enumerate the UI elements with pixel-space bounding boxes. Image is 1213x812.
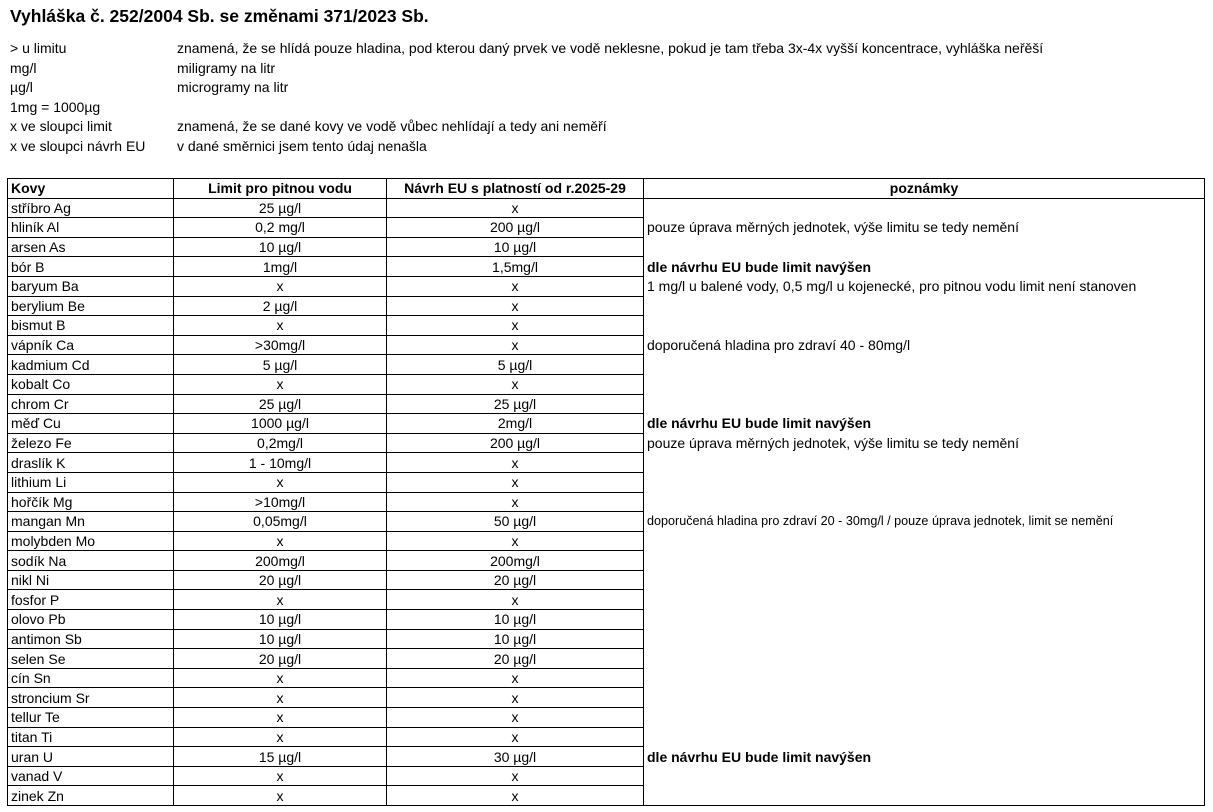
note-cell: doporučená hladina pro zdraví 20 - 30mg/l / pouze úprava jednotek, limit se nemění	[644, 512, 1205, 532]
eu-proposal-cell: x	[387, 688, 644, 708]
eu-proposal-cell: x	[387, 296, 644, 316]
eu-proposal-cell: 30 µg/l	[387, 747, 644, 767]
table-row	[8, 296, 1205, 316]
note-cell	[644, 316, 1205, 336]
limit-cell: 25 µg/l	[174, 394, 387, 414]
note-cell	[644, 649, 1205, 669]
eu-proposal-cell: x	[387, 453, 644, 473]
metal-cell: bismut B	[8, 316, 174, 336]
limit-cell: 0,05mg/l	[174, 512, 387, 532]
legend-term: 1mg = 1000µg	[10, 98, 101, 115]
limit-cell: x	[174, 727, 387, 747]
limit-cell: 20 µg/l	[174, 649, 387, 669]
metal-cell: chrom Cr	[8, 394, 174, 414]
table-row	[8, 688, 1205, 708]
eu-proposal-cell: 2mg/l	[387, 414, 644, 434]
note-cell	[644, 708, 1205, 728]
table-row	[8, 629, 1205, 649]
table-row	[8, 570, 1205, 590]
table-row	[8, 453, 1205, 473]
limit-cell: 0,2 mg/l	[174, 218, 387, 238]
eu-proposal-cell: x	[387, 590, 644, 610]
eu-proposal-cell: x	[387, 472, 644, 492]
eu-proposal-cell: 10 µg/l	[387, 610, 644, 630]
table-row	[8, 394, 1205, 414]
limit-cell: 1mg/l	[174, 257, 387, 277]
metal-cell: kobalt Co	[8, 374, 174, 394]
note-cell: dle návrhu EU bude limit navýšen	[644, 747, 1205, 767]
metal-cell: titan Ti	[8, 727, 174, 747]
limit-cell: x	[174, 708, 387, 728]
metal-cell: antimon Sb	[8, 629, 174, 649]
limit-cell: 10 µg/l	[174, 237, 387, 257]
limit-cell: >10mg/l	[174, 492, 387, 512]
limit-cell: 10 µg/l	[174, 629, 387, 649]
limit-cell: x	[174, 786, 387, 806]
legend-definition: v dané směrnici jsem tento údaj nenašla	[177, 137, 427, 154]
metal-cell: berylium Be	[8, 296, 174, 316]
table-row	[8, 590, 1205, 610]
metal-cell: hořčík Mg	[8, 492, 174, 512]
note-cell	[644, 590, 1205, 610]
table-row	[8, 668, 1205, 688]
note-cell	[644, 786, 1205, 806]
eu-proposal-cell: x	[387, 335, 644, 355]
eu-proposal-cell: x	[387, 766, 644, 786]
metal-cell: stříbro Ag	[8, 198, 174, 218]
metal-cell: vanad V	[8, 766, 174, 786]
eu-proposal-cell: 20 µg/l	[387, 570, 644, 590]
limit-cell: x	[174, 374, 387, 394]
eu-proposal-cell: 25 µg/l	[387, 394, 644, 414]
metal-cell: baryum Ba	[8, 276, 174, 296]
page-title: Vyhláška č. 252/2004 Sb. se změnami 371/2023 Sb.	[10, 6, 429, 26]
limit-cell: 15 µg/l	[174, 747, 387, 767]
table-row	[8, 257, 1205, 277]
table-row	[8, 276, 1205, 296]
limit-cell: x	[174, 472, 387, 492]
limit-cell: 1 - 10mg/l	[174, 453, 387, 473]
legend-term: µg/l	[10, 79, 33, 96]
note-cell	[644, 766, 1205, 786]
metal-cell: lithium Li	[8, 472, 174, 492]
metal-cell: arsen As	[8, 237, 174, 257]
note-cell	[644, 237, 1205, 257]
limit-cell: x	[174, 766, 387, 786]
eu-proposal-cell: 10 µg/l	[387, 237, 644, 257]
metal-cell: bór B	[8, 257, 174, 277]
note-cell	[644, 492, 1205, 512]
legend-definition: microgramy na litr	[177, 79, 289, 96]
metal-cell: hliník Al	[8, 218, 174, 238]
eu-proposal-cell: 5 µg/l	[387, 355, 644, 375]
legend-term: x ve sloupci limit	[10, 118, 112, 135]
metal-cell: olovo Pb	[8, 610, 174, 630]
note-cell	[644, 629, 1205, 649]
table-row	[8, 708, 1205, 728]
eu-proposal-cell: x	[387, 276, 644, 296]
limit-cell: x	[174, 668, 387, 688]
table-row	[8, 316, 1205, 336]
table-row	[8, 472, 1205, 492]
note-cell: dle návrhu EU bude limit navýšen	[644, 414, 1205, 434]
note-cell	[644, 551, 1205, 571]
table-row	[8, 786, 1205, 806]
table-row	[8, 414, 1205, 434]
limit-cell: 200mg/l	[174, 551, 387, 571]
note-cell	[644, 453, 1205, 473]
metal-cell: fosfor P	[8, 590, 174, 610]
table-row	[8, 551, 1205, 571]
eu-proposal-cell: 50 µg/l	[387, 512, 644, 532]
legend-definition: znamená, že se hlídá pouze hladina, pod kterou daný prvek ve vodě neklesne, pokud je tam třeba 3x-4x vyšší koncentrace, vyhláška neřěší	[177, 40, 1044, 56]
header-eu-proposal: Návrh EU s platností od r.2025-29	[387, 179, 644, 199]
legend-term: mg/l	[10, 59, 37, 76]
note-cell: pouze úprava měrných jednotek, výše limitu se tedy nemění	[644, 218, 1205, 238]
eu-proposal-cell: x	[387, 727, 644, 747]
limit-cell: x	[174, 531, 387, 551]
metal-cell: měď Cu	[8, 414, 174, 434]
metal-cell: kadmium Cd	[8, 355, 174, 375]
eu-proposal-cell: x	[387, 374, 644, 394]
metal-cell: zinek Zn	[8, 786, 174, 806]
limit-cell: 1000 µg/l	[174, 414, 387, 434]
eu-proposal-cell: x	[387, 492, 644, 512]
eu-proposal-cell: x	[387, 198, 644, 218]
note-cell	[644, 688, 1205, 708]
limit-cell: 25 µg/l	[174, 198, 387, 218]
note-cell	[644, 570, 1205, 590]
metal-cell: uran U	[8, 747, 174, 767]
note-cell	[644, 727, 1205, 747]
metal-cell: selen Se	[8, 649, 174, 669]
table-row	[8, 610, 1205, 630]
limit-cell: x	[174, 688, 387, 708]
eu-proposal-cell: x	[387, 708, 644, 728]
note-cell	[644, 472, 1205, 492]
metal-cell: mangan Mn	[8, 512, 174, 532]
header-limit: Limit pro pitnou vodu	[174, 179, 387, 199]
metal-cell: tellur Te	[8, 708, 174, 728]
table-row	[8, 649, 1205, 669]
metal-cell: železo Fe	[8, 433, 174, 453]
header-metals: Kovy	[8, 179, 174, 199]
limit-cell: 5 µg/l	[174, 355, 387, 375]
limit-cell: x	[174, 316, 387, 336]
eu-proposal-cell: x	[387, 316, 644, 336]
eu-proposal-cell: 10 µg/l	[387, 629, 644, 649]
note-cell: 1 mg/l u balené vody, 0,5 mg/l u kojenecké, pro pitnou vodu limit není stanoven	[644, 276, 1205, 296]
table-header-row	[8, 179, 1205, 199]
legend-term: x ve sloupci návrh EU	[10, 137, 146, 154]
note-cell	[644, 296, 1205, 316]
metal-cell: vápník Ca	[8, 335, 174, 355]
metal-cell: stroncium Sr	[8, 688, 174, 708]
table-body	[8, 198, 1205, 805]
metal-cell: nikl Ni	[8, 570, 174, 590]
table-row	[8, 335, 1205, 355]
table-row	[8, 727, 1205, 747]
limit-cell: 20 µg/l	[174, 570, 387, 590]
limit-cell: x	[174, 276, 387, 296]
table-row	[8, 747, 1205, 767]
note-cell	[644, 374, 1205, 394]
metal-cell: draslík K	[8, 453, 174, 473]
eu-proposal-cell: 200 µg/l	[387, 218, 644, 238]
eu-proposal-cell: 200 µg/l	[387, 433, 644, 453]
table-row	[8, 492, 1205, 512]
note-cell: doporučená hladina pro zdraví 40 - 80mg/l	[644, 335, 1205, 355]
note-cell: dle návrhu EU bude limit navýšen	[644, 257, 1205, 277]
limit-cell: x	[174, 590, 387, 610]
note-cell	[644, 610, 1205, 630]
eu-proposal-cell: 20 µg/l	[387, 649, 644, 669]
table-row	[8, 237, 1205, 257]
metal-cell: cín Sn	[8, 668, 174, 688]
limit-cell: >30mg/l	[174, 335, 387, 355]
table-row	[8, 433, 1205, 453]
metal-cell: sodík Na	[8, 551, 174, 571]
limit-cell: 2 µg/l	[174, 296, 387, 316]
table-row	[8, 374, 1205, 394]
note-cell	[644, 198, 1205, 218]
table-row	[8, 531, 1205, 551]
note-cell	[644, 531, 1205, 551]
header-notes: poznámky	[644, 179, 1205, 199]
eu-proposal-cell: 200mg/l	[387, 551, 644, 571]
table-row	[8, 198, 1205, 218]
eu-proposal-cell: x	[387, 668, 644, 688]
legend-term: > u limitu	[10, 40, 67, 56]
metals-table	[7, 178, 1205, 806]
note-cell	[644, 394, 1205, 414]
note-cell	[644, 668, 1205, 688]
eu-proposal-cell: x	[387, 531, 644, 551]
eu-proposal-cell: 1,5mg/l	[387, 257, 644, 277]
eu-proposal-cell: x	[387, 786, 644, 806]
note-cell	[644, 355, 1205, 375]
limit-cell: 10 µg/l	[174, 610, 387, 630]
table-row	[8, 355, 1205, 375]
table-row	[8, 512, 1205, 532]
metal-cell: molybden Mo	[8, 531, 174, 551]
legend-definition: znamená, že se dané kovy ve vodě vůbec nehlídají a tedy ani neměří	[177, 118, 607, 135]
legend-definition: miligramy na litr	[177, 59, 276, 76]
table-row	[8, 766, 1205, 786]
note-cell: pouze úprava měrných jednotek, výše limitu se tedy nemění	[644, 433, 1205, 453]
table-row	[8, 218, 1205, 238]
limit-cell: 0,2mg/l	[174, 433, 387, 453]
